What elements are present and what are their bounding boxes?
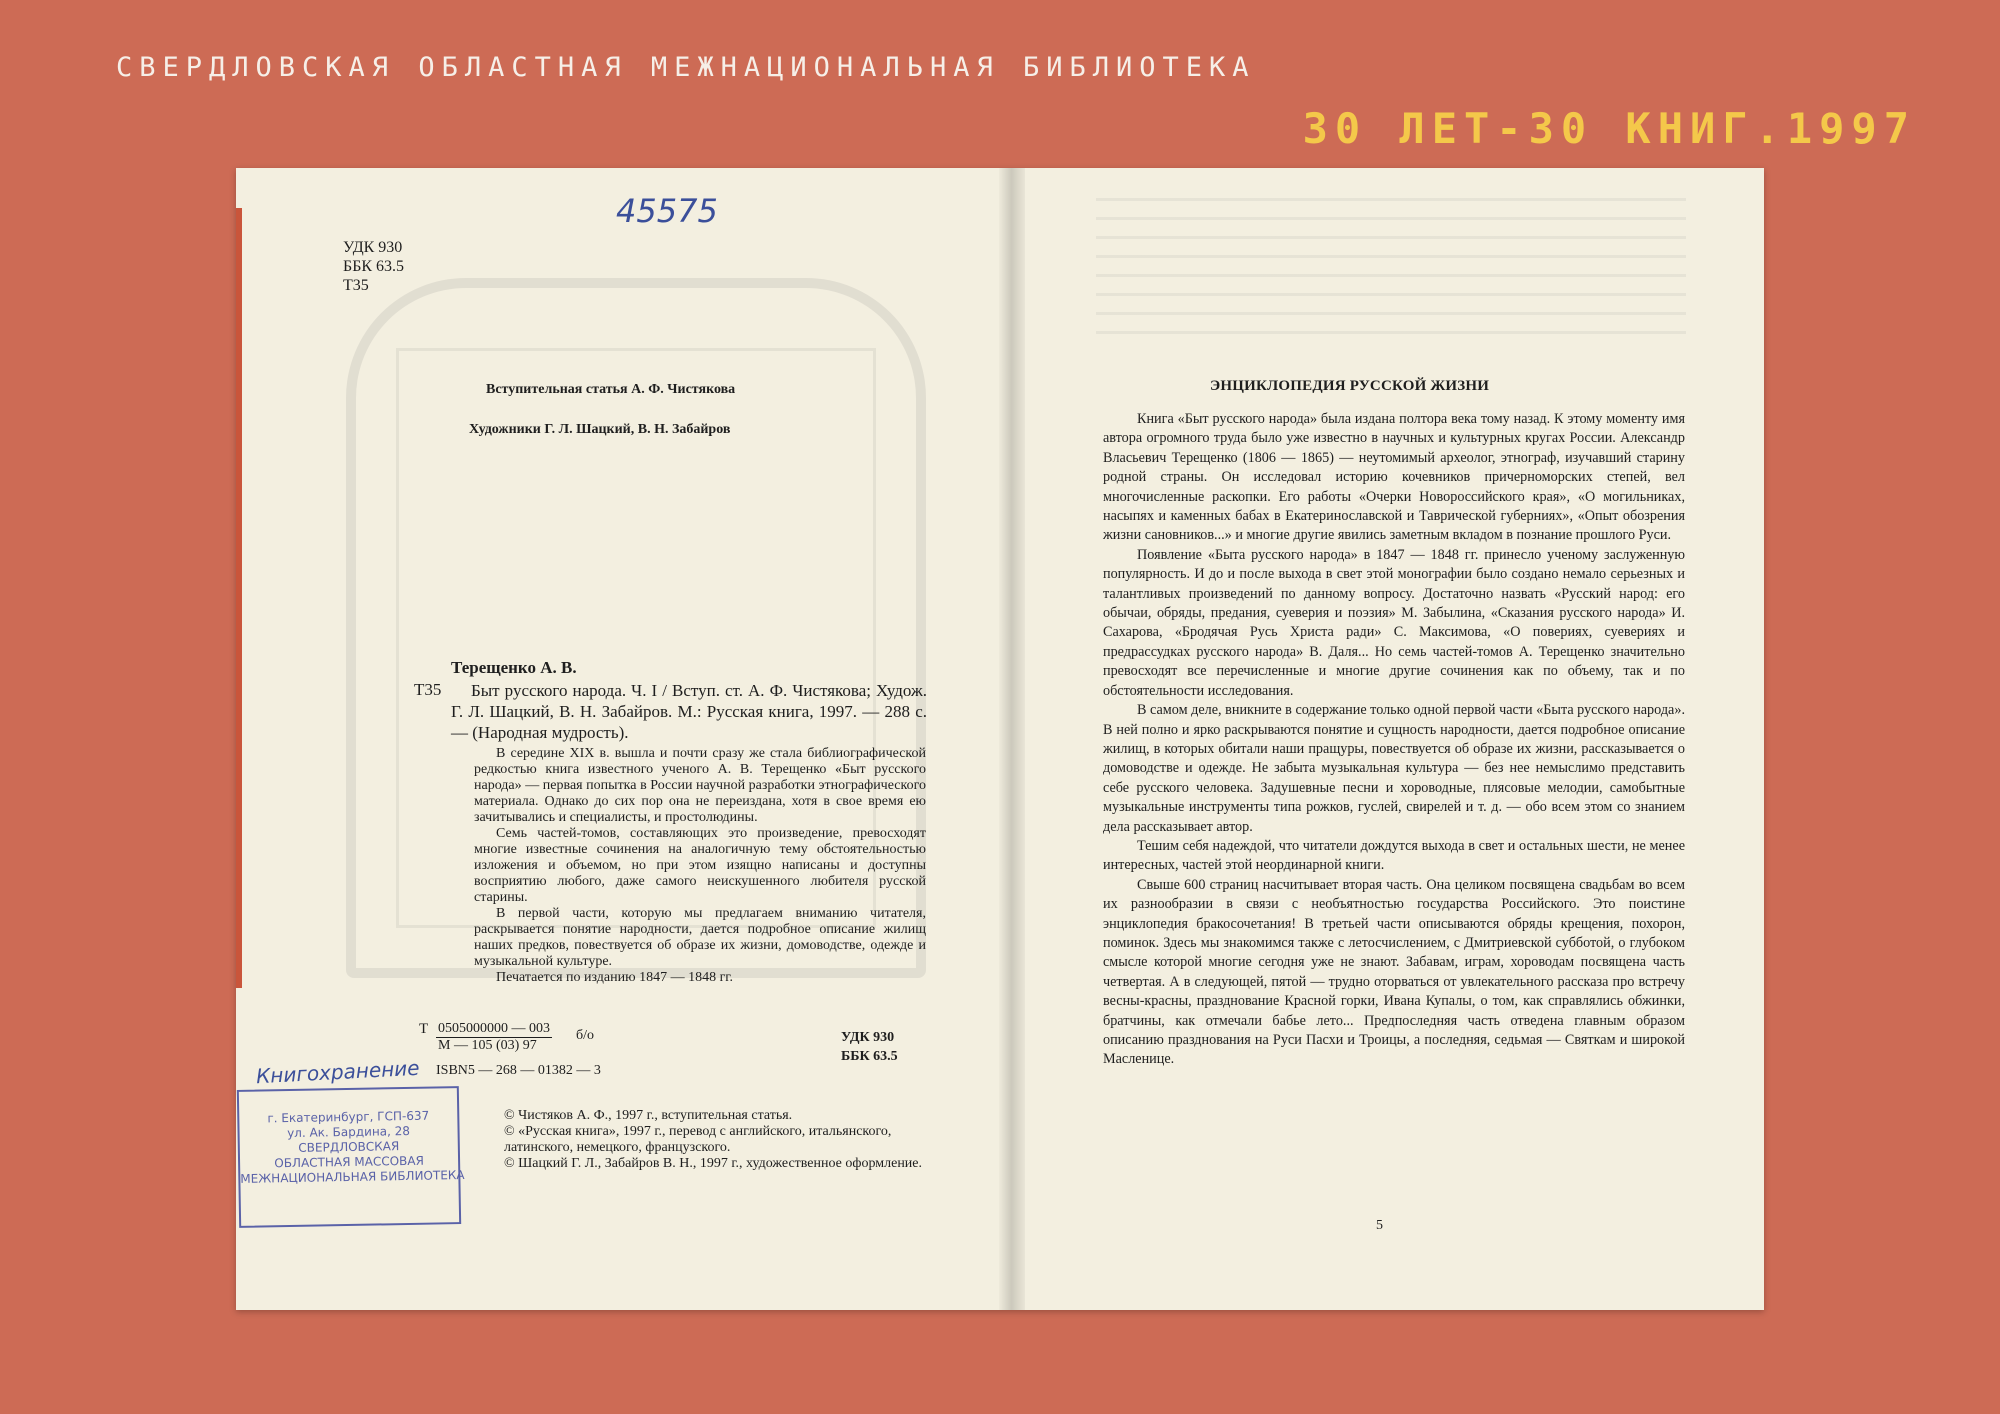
udk-block-top	[343, 238, 404, 295]
annotation-paragraph: В середине XIX в. вышла и почти сразу же стала библиографической редкостью книга известного ученого А. В. Терещенко «Быт русского народа» — первая попытка в России научной разработки этнографического материала. Однако до сих пор она не переиздана, хотя в свое время ею зачитывались и специалисты, и простолюдины.	[474, 746, 926, 825]
right-page	[1026, 168, 1764, 1310]
handwritten-stamp-note: Книгохранение	[255, 1055, 421, 1089]
stamp-line: ул. Ак. Бардина, 28	[286, 1123, 411, 1141]
bibliographic-description	[451, 680, 927, 743]
body-paragraph: Книга «Быт русского народа» была издана полтора века тому назад. К этому моменту имя автора огромного труда было уже известно в научных и культурных кругах России. Александр Власьевич Терещенко (1806 — 1865) — неутомимый археолог, этнограф, изучавший старину родной страны. Он исследовал историю кочевников причерноморских степей, вел многочисленные раскопки. Его работы «Очерки Новороссийского края», «О могильниках, насыпях и каменных бабах в Екатеринославской и Таврической губерниях», «Опыт обозрения жизни сановников...» и многие другие явились заметным вкладом в познание прошлого Руси.	[1103, 411, 1685, 544]
library-banner: СВЕРДЛОВСКАЯ ОБЛАСТНАЯ МЕЖНАЦИОНАЛЬНАЯ БИБЛИОТЕКА	[116, 52, 1256, 83]
bbk-line: ББК 63.5	[841, 1049, 898, 1064]
no-announcement-mark: б/о	[576, 1028, 595, 1043]
page-number: 5	[1376, 1218, 1383, 1233]
annotation	[474, 746, 926, 986]
stamp-line: МЕЖНАЦИОНАЛЬНАЯ БИБЛИОТЕКА	[240, 1167, 465, 1186]
copyright-line: © «Русская книга», 1997 г., перевод с английского, итальянского, латинского, немецкого, французского.	[504, 1124, 892, 1155]
udk-line: УДК 930	[841, 1030, 895, 1045]
intro-credit: Вступительная статья А. Ф. Чистякова	[486, 382, 736, 397]
body-paragraph: В самом деле, вникните в содержание только одной первой части «Быта русского народа». В ней полно и ярко раскрываются понятие и сущность народности, дается подробное описание жилищ, в которых обитали наши пращуры, повествуется об образе их жизни, рассказывается о домоводстве и одежде. Не забыта музыкальная культура — без нее немыслимо представить себе русского человека. Задушевные песни и хороводные, плясовые мелодии, самобытные музыкальные инструменты типа рожков, гуслей, свирелей и т. д. — обо всем этом со знанием дела рассказывает автор.	[1103, 702, 1685, 835]
book-spread	[236, 168, 1764, 1310]
index-denominator: М — 105 (03) 97	[438, 1038, 537, 1053]
udk-line: УДК 930	[343, 239, 403, 256]
publisher-index	[436, 1021, 552, 1054]
annotation-paragraph: Печатается по изданию 1847 — 1848 гг.	[496, 970, 733, 985]
copyright-line: © Шацкий Г. Л., Забайров В. Н., 1997 г., художественное оформление.	[504, 1156, 923, 1171]
isbn: ISBN5 — 268 — 01382 — 3	[436, 1063, 601, 1078]
page-edge	[236, 208, 242, 988]
classification-code: Т35	[414, 680, 442, 699]
chapter-body	[1103, 410, 1685, 1070]
handwritten-inventory-number: 45575	[616, 192, 718, 230]
library-stamp	[237, 1086, 465, 1228]
t-label: Т	[419, 1021, 429, 1037]
body-paragraph: Свыше 600 страниц насчитывает вторая часть. Она целиком посвящена свадьбам во всем их разнообразии в связи с необъятностью государства Российского. Это поистине энциклопедия бракосочетания! В третьей части описываются обряды крещения, похорон, поминок. Здесь мы знакомимся также с летосчислением, с Дмитриевской субботой, о глубоком смысле которой многие сегодня уже не знают. Забавам, играм, хороводам посвящена часть четвертая. А в следующей, пятой — трудно оторваться от увлекательного рассказа про встречу весны-красны, празднование Красной горки, Ивана Купалы, о том, как справлялись обжинки, братчины, как отмечали бабье лето... Предпоследняя часть отведена главным образом описанию празднования на Руси Пасхи и Троицы, а последняя, седьмая — Святкам и широкой Масленице.	[1103, 876, 1685, 1068]
udk-block-bottom	[841, 1028, 898, 1066]
body-paragraph: Тешим себя надеждой, что читатели дождутся выхода в свет и остальных шести, не менее интересных, частей этой неординарной книги.	[1103, 837, 1685, 874]
copyright-block	[504, 1108, 944, 1172]
author-name: Терещенко А. В.	[451, 658, 577, 677]
annotation-paragraph: В первой части, которую мы предлагаем вниманию читателя, раскрывается понятие народности, дается подробное описание жилищ наших предков, повествуется об образе их жизни, домоводстве, одежде и музыкальной культуре.	[474, 906, 926, 969]
show-through-text	[1096, 188, 1686, 348]
series-title: 30 ЛЕТ-30 КНИГ.1997	[1302, 104, 1916, 153]
stamp-line: ОБЛАСТНАЯ МАССОВАЯ	[274, 1153, 424, 1171]
book-spine	[999, 168, 1025, 1310]
stamp-line: г. Екатеринбург, ГСП-637	[267, 1108, 430, 1126]
bbk-line: ББК 63.5	[343, 258, 405, 275]
annotation-paragraph: Семь частей-томов, составляющих это произведение, превосходят многие известные сочинения на аналогичную тему обстоятельностью изложения и объемом, но при этом изящно написаны и доступны восприятию любого, даже самого неискушенного любителя русской старины.	[474, 826, 926, 905]
chapter-heading: ЭНЦИКЛОПЕДИЯ РУССКОЙ ЖИЗНИ	[1210, 378, 1490, 394]
index-numerator: 0505000000 — 003	[438, 1021, 550, 1036]
body-paragraph: Появление «Быта русского народа» в 1847 — 1848 гг. принесло ученому заслуженную популярность. И до и после выхода в свет этой монографии было создано немало серьезных и талантливых произведений по данному вопросу. Достаточно назвать «Русский народ: его обычаи, обряды, предания, суеверия и поэзия» М. Забылина, «Сказания русского народа» И. Сахарова, «Бродячая Русь Христа ради» С. Максимова, «О повериях, суевериях и предрассудках русского народа» В. Даля... Но семь частей-томов А. Терещенко значительно превосходят все перечисленные и многие другие сочинения как по объему, так и по обстоятельности исследования.	[1103, 546, 1685, 699]
code-line: Т35	[343, 277, 369, 294]
bibliographic-text: Быт русского народа. Ч. I / Вступ. ст. А. Ф. Чистякова; Худож. Г. Л. Шацкий, В. Н. Забайров. М.: Русская книга, 1997. — 288 с. — (Народная мудрость).	[451, 681, 927, 742]
artists-credit: Художники Г. Л. Шацкий, В. Н. Забайров	[469, 422, 731, 437]
left-page	[236, 168, 1000, 1310]
copyright-line: © Чистяков А. Ф., 1997 г., вступительная статья.	[504, 1108, 793, 1123]
stamp-line: СВЕРДЛОВСКАЯ	[298, 1139, 400, 1155]
